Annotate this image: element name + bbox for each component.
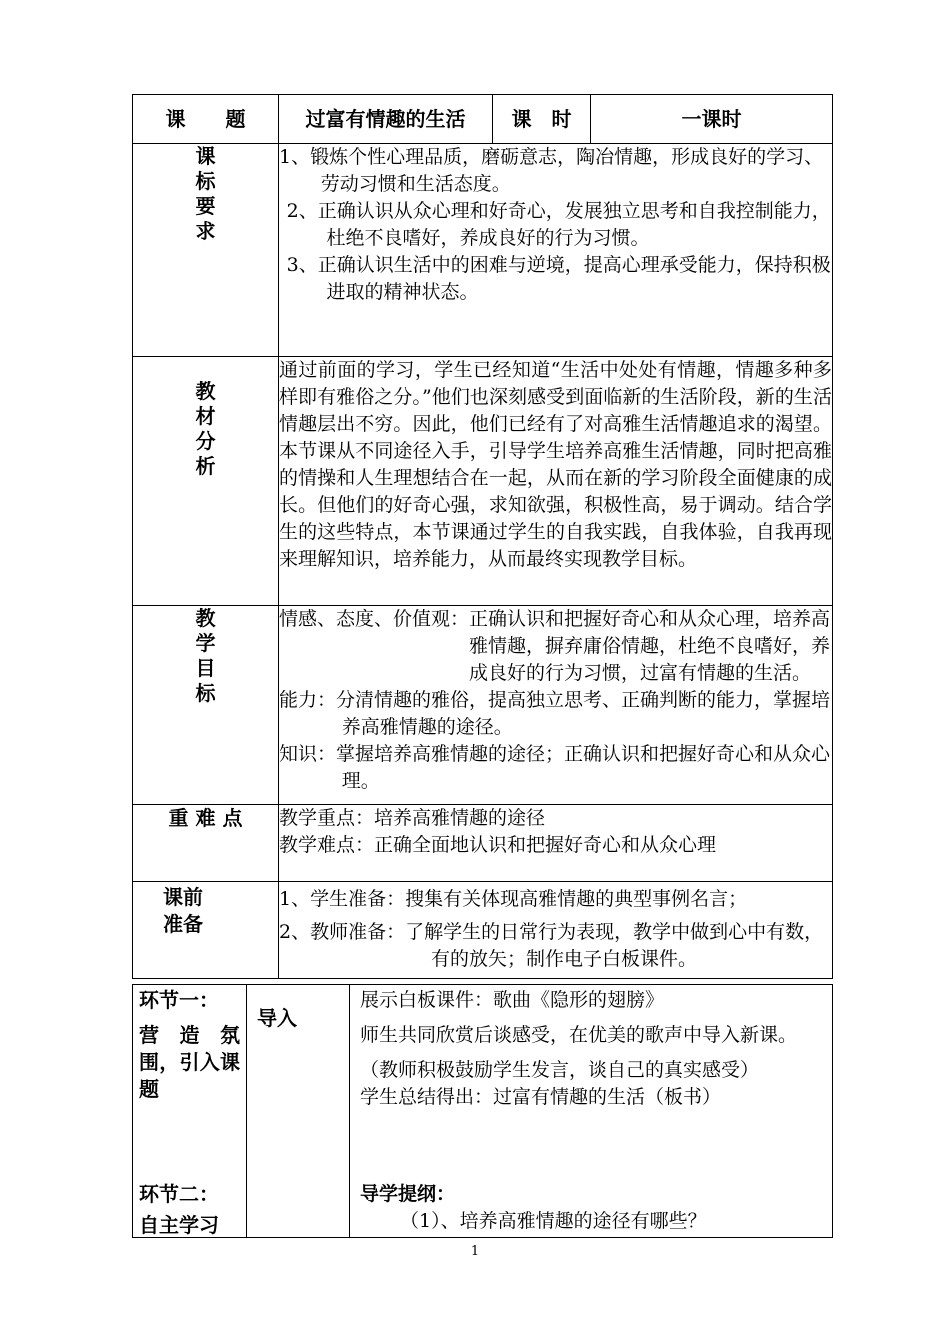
standard-item-3: 3、正确认识生活中的困难与逆境，提高心理承受能力，保持积极进取的精神状态。 xyxy=(286,254,831,303)
step2-label: 环节二： xyxy=(139,1182,219,1206)
process-line-2: 师生共同欣赏后谈感受，在优美的歌声中导入新课。 xyxy=(360,1024,798,1046)
preparation-label-cell xyxy=(133,882,279,979)
keypoint-focus: 教学重点：培养高雅情趣的途径 xyxy=(279,807,546,829)
standards-label: 课 标 要 求 xyxy=(195,144,216,243)
objectives-label-cell xyxy=(133,606,279,805)
preparation-row xyxy=(133,882,833,979)
process-line-1: 展示白板课件：歌曲《隐形的翅膀》 xyxy=(360,989,665,1011)
objectives-label: 教 学 目 标 xyxy=(195,606,216,705)
outline-question-1: （1）、培养高雅情趣的途径有哪些？ xyxy=(400,1210,707,1232)
process-line-3: （教师积极鼓励学生发言，谈自己的真实感受） xyxy=(360,1059,760,1081)
preparation-content xyxy=(279,882,833,979)
keypoints-row xyxy=(133,805,833,882)
process-content xyxy=(350,985,833,1238)
process-table xyxy=(132,984,833,1238)
lesson-plan-table xyxy=(132,94,833,979)
keypoint-difficulty: 教学难点：正确全面地认识和把握好奇心和从众心理 xyxy=(279,834,717,856)
standard-item-1: 1、锻炼个性心理品质，磨砺意志，陶冶情趣，形成良好的学习、劳动习惯和生活态度。 xyxy=(279,146,824,195)
objective-emotion-lead: 情感、态度、价值观： xyxy=(279,608,470,630)
period-value: 一课时 xyxy=(591,95,833,144)
period-label: 课 时 xyxy=(493,95,591,144)
page-number: 1 xyxy=(470,1244,480,1259)
prep-student: 1、学生准备：搜集有关体现高雅情趣的典型事例名言； xyxy=(279,888,748,910)
objective-ability: 能力：分清情趣的雅俗，提高独立思考、正确判断的能力，掌握培养高雅情趣的途径。 xyxy=(279,689,831,738)
objectives-row xyxy=(133,606,833,805)
prep-teacher: 2、教师准备：了解学生的日常行为表现，教学中做到心中有数，有的放矢；制作电子白板课件。 xyxy=(279,921,824,970)
objective-knowledge: 知识：掌握培养高雅情趣的途径；正确认识和把握好奇心和从众心理。 xyxy=(279,743,831,792)
topic-value: 过富有情趣的生活 xyxy=(279,95,493,144)
analysis-label: 教 材 分 析 xyxy=(195,379,216,478)
step1-name: 营 造 氛 围，引入课题 xyxy=(139,1023,240,1101)
standards-row xyxy=(133,144,833,357)
header-row xyxy=(133,95,833,144)
standards-content xyxy=(279,144,833,357)
intro-cell xyxy=(247,985,350,1238)
intro-label: 导入 xyxy=(257,1006,297,1030)
analysis-text: 通过前面的学习，学生已经知道“生活中处处有情趣，情趣多种多样即有雅俗之分。”他们也深刻感受到面临新的生活阶段，新的生活情趣层出不穷。因此，他们已经有了对高雅生活情趣追求的渴望。本节课从不同途径入手，引导学生培养高雅生活情趣，同时把高雅的情操和人生理想结合在一起，从而在新的学习阶段全面健康的成长。但他们的好奇心强，求知欲强，积极性高，易于调动。结合学生的这些特点，本节课通过学生的自我实践，自我体验，自我再现来理解知识，培养能力，从而最终实现教学目标。 xyxy=(279,357,833,606)
objectives-content xyxy=(279,606,833,805)
topic-label: 课 题 xyxy=(133,95,279,144)
standard-item-2: 2、正确认识从众心理和好奇心，发展独立思考和自我控制能力，杜绝不良嗜好，养成良好的行为习惯。 xyxy=(286,200,831,249)
outline-title: 导学提纲： xyxy=(360,1183,456,1205)
keypoints-label-cell xyxy=(133,805,279,882)
analysis-row xyxy=(133,357,833,606)
objective-emotion xyxy=(279,606,832,687)
step2-name: 自主学习 xyxy=(139,1213,219,1237)
keypoints-label: 重 难 点 xyxy=(168,806,243,830)
step1-label: 环节一： xyxy=(139,988,219,1012)
preparation-label: 课前 准备 xyxy=(163,885,203,936)
process-row xyxy=(133,985,833,1238)
objective-emotion-text: 正确认识和把握好奇心和从众心理，培养高雅情趣，摒弃庸俗情趣，杜绝不良嗜好，养成良好的行为习惯，过富有情趣的生活。 xyxy=(469,608,831,684)
analysis-label-cell xyxy=(133,357,279,606)
standards-label-cell xyxy=(133,144,279,357)
steps-cell xyxy=(133,985,247,1238)
keypoints-content xyxy=(279,805,833,882)
process-line-4: 学生总结得出：过富有情趣的生活（板书） xyxy=(360,1086,722,1108)
